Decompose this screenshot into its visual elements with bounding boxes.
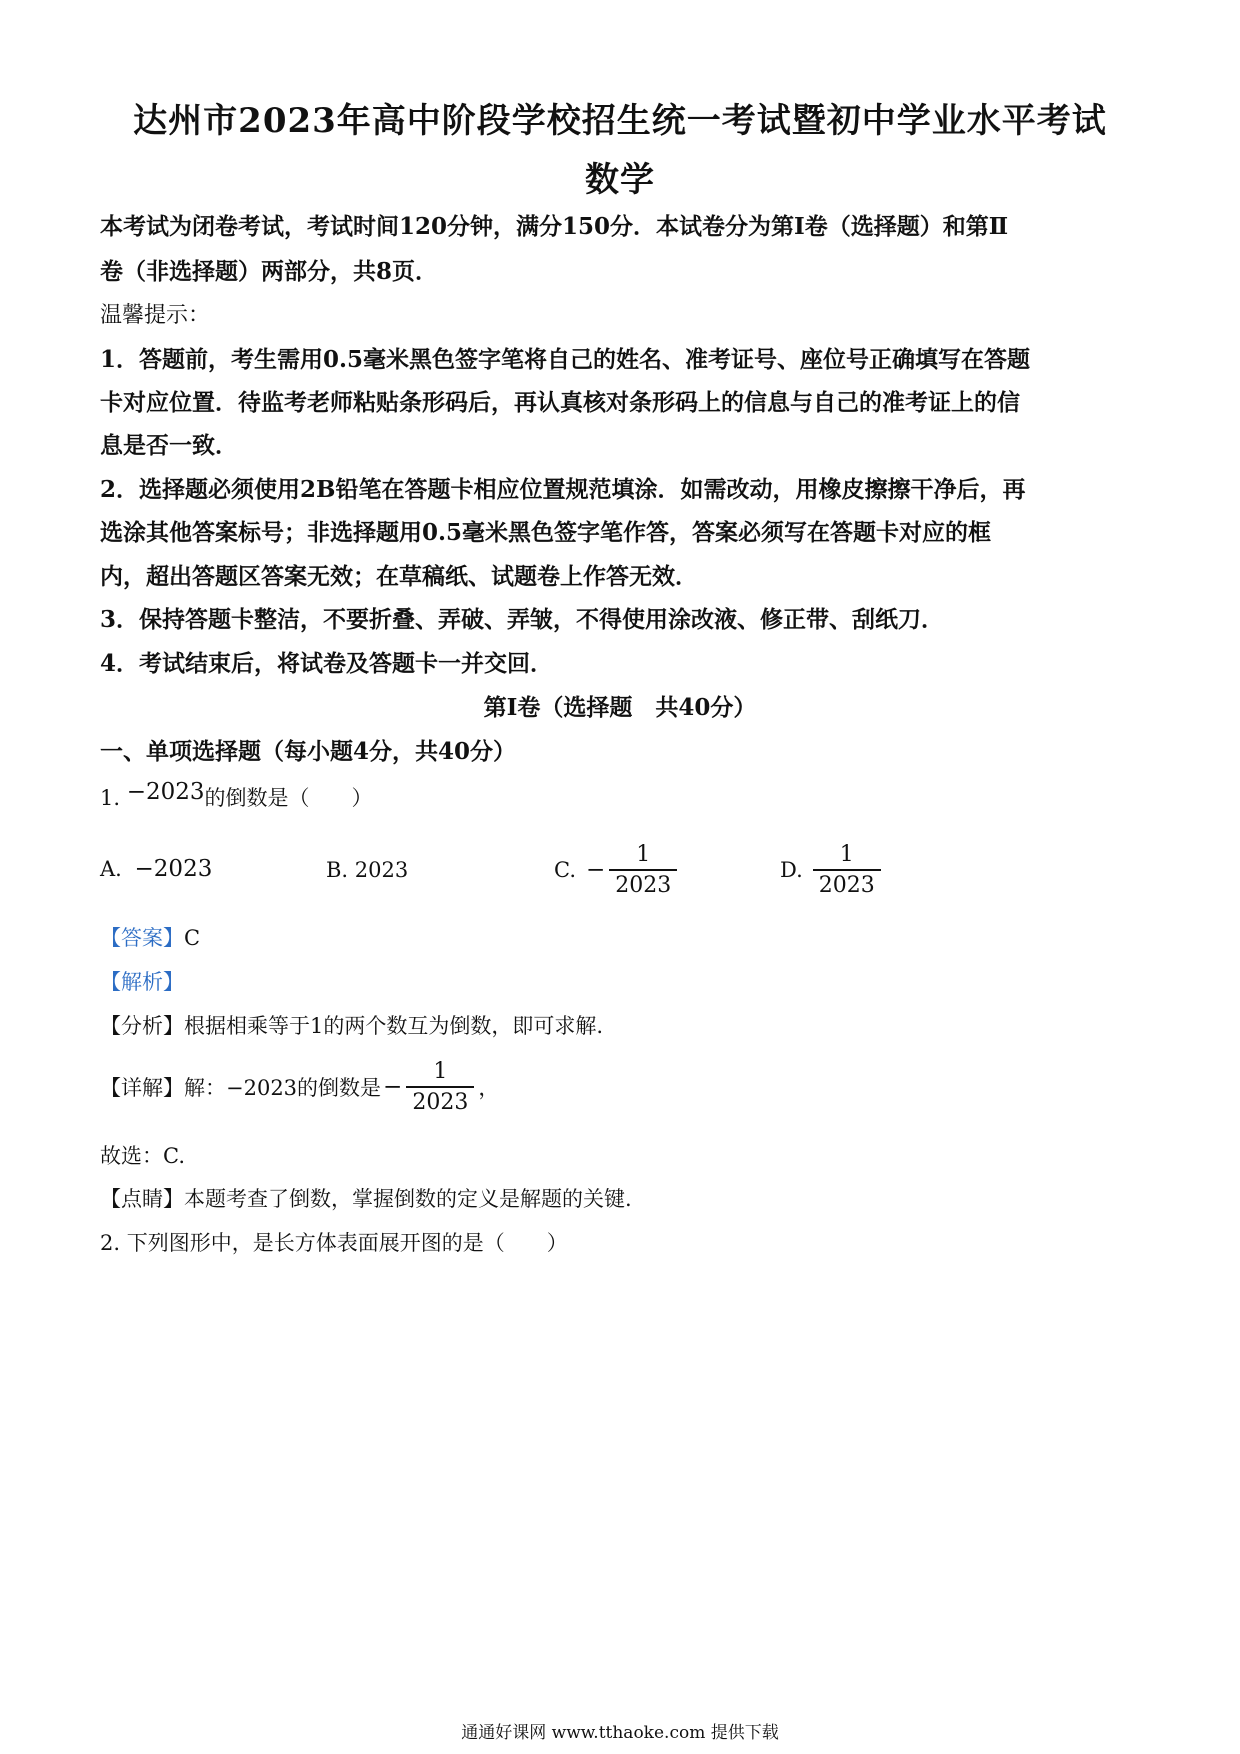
xiangjie-fraction [406, 1058, 474, 1115]
tip-3: 3．保持答题卡整洁，不要折叠、弄破、弄皱，不得使用涂改液、修正带、刮纸刀． [100, 606, 945, 633]
volume-title: 第Ⅰ卷（选择题 共40分） [483, 694, 757, 721]
tip-1-line-3: 息是否一致． [100, 432, 238, 459]
tip-2-line-3: 内，超出答题区答案无效；在草稿纸、试题卷上作答无效． [100, 563, 698, 590]
question-1-stem [100, 779, 373, 812]
fraction-numerator: 1 [813, 844, 881, 871]
xiangjie-end: ， [478, 1076, 500, 1100]
dianjing-tag: 【点睛】 [100, 1187, 184, 1211]
guxuan-line: 故选：C. [100, 1144, 185, 1168]
page-footer: 通通好课网 www.tthaoke.com 提供下载 [461, 1723, 779, 1743]
dianjing-text: 本题考查了倒数，掌握倒数的定义是解题的关键. [184, 1187, 632, 1211]
answer-tag: 【答案】 [100, 926, 184, 950]
option-d-label: D. [780, 858, 803, 882]
xiangjie-text: 解：−2023的倒数是 [184, 1076, 382, 1100]
option-c-label: C. [554, 858, 576, 882]
fenxi-tag: 【分析】 [100, 1014, 184, 1038]
analysis-tag: 【解析】 [100, 970, 184, 994]
intro-line-2: 卷（非选择题）两部分，共8页． [100, 258, 439, 285]
tip-1-line-2: 卡对应位置．待监考老师粘贴条形码后，再认真核对条形码上的信息与自己的准考证上的信 [100, 389, 1020, 416]
fraction-denominator: 2023 [615, 872, 672, 898]
tip-heading: 温馨提示： [100, 303, 211, 328]
xiangjie-line [100, 1055, 499, 1119]
answer-line [100, 922, 200, 952]
option-a-label: A. [100, 857, 122, 881]
option-c-fraction [609, 841, 677, 898]
option-d [780, 840, 885, 900]
option-c [554, 840, 681, 900]
dianjing-line [100, 1183, 632, 1213]
option-a-value: −2023 [134, 856, 213, 882]
answer-value: C [184, 926, 201, 950]
fenxi-line [100, 1010, 603, 1040]
option-a [100, 856, 212, 882]
fraction-denominator: 2023 [412, 1089, 469, 1115]
fraction-denominator: 2023 [818, 872, 875, 898]
fenxi-text: 根据相乘等于1的两个数互为倒数，即可求解. [184, 1014, 604, 1038]
option-d-fraction [813, 841, 881, 898]
tip-1-line-1: 1．答题前，考生需用0.5毫米黑色签字笔将自己的姓名、准考证号、座位号正确填写在答题 [100, 346, 1031, 373]
fraction-numerator: 1 [609, 844, 677, 871]
option-b: B. 2023 [326, 858, 409, 882]
xiangjie-sign: − [383, 1074, 403, 1100]
option-c-sign: − [586, 857, 606, 883]
tip-2-line-2: 选涂其他答案标号；非选择题用0.5毫米黑色签字笔作答，答案必须写在答题卡对应的框 [100, 519, 992, 546]
subject-title: 数学 [585, 160, 655, 200]
tip-4: 4．考试结束后，将试卷及答题卡一并交回． [100, 650, 554, 677]
question-value: −2023 [126, 779, 205, 805]
exam-title: 达州市2023年高中阶段学校招生统一考试暨初中学业水平考试 [133, 101, 1107, 141]
tip-2-line-1: 2．选择题必须使用2B铅笔在答题卡相应位置规范填涂．如需改动，用橡皮擦擦干净后，再 [100, 476, 1026, 503]
xiangjie-tag: 【详解】 [100, 1076, 184, 1100]
part-title: 一、单项选择题（每小题4分，共40分） [100, 738, 517, 765]
fraction-numerator: 1 [406, 1061, 474, 1088]
question-number: 1. [100, 786, 121, 810]
question-stem-text: 的倒数是（ ） [204, 786, 373, 810]
question-2-stem: 2. 下列图形中，是长方体表面展开图的是（ ） [100, 1231, 568, 1255]
intro-line-1: 本考试为闭卷考试，考试时间120分钟，满分150分．本试卷分为第Ⅰ卷（选择题）和第Ⅱ [100, 213, 1009, 240]
